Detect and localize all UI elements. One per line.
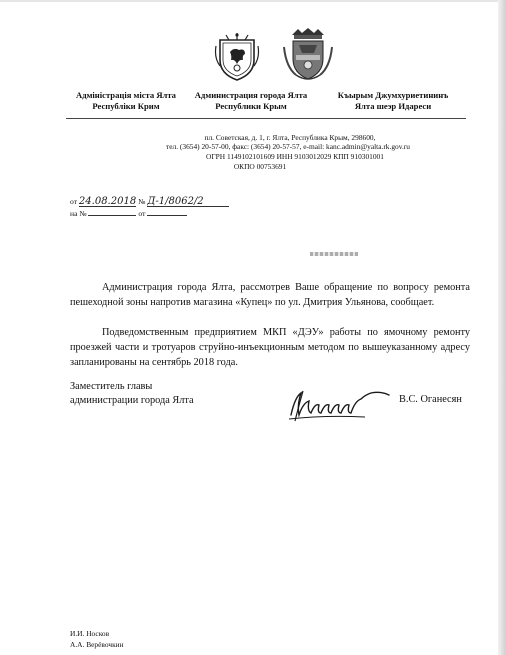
- registration-date: 24.08.2018: [78, 196, 137, 207]
- signatory-title-line1: Заместитель главы: [70, 381, 153, 392]
- registration-incoming-date-blank: [147, 215, 187, 216]
- body-paragraph-1: Администрация города Ялта, рассмотрев Ваше обращение по вопросу ремонта пешеходной зоны напротив магазина «Купец» по ул. Дмитрия Ульянова, сообщает.: [70, 282, 470, 308]
- contact-phone-email: тел. (3654) 20-57-00, факс: (3654) 20-57-57, e-mail: kanc.admin@yalta.rk.gov.ru: [166, 142, 410, 151]
- registration-number: Д-1/8062/2: [147, 197, 229, 207]
- registration-from-label: от: [70, 197, 78, 206]
- executor-2: А.А. Верёвочкин: [70, 640, 124, 649]
- registration-incoming-number-blank: [88, 215, 136, 216]
- header-org-ukrainian-line2: Республіки Крим: [92, 101, 160, 111]
- header-org-russian: [187, 90, 315, 112]
- registration-on-from-label: от: [138, 209, 146, 218]
- header-org-russian-line1: Администрация города Ялта: [194, 90, 308, 100]
- registration-on-number-label: на №: [70, 209, 87, 218]
- contact-okpo: ОКПО 00753691: [233, 162, 287, 171]
- executors-block: [70, 628, 170, 650]
- contact-address: пл. Советская, д. 1, г. Ялта, Республика Крым, 298600,: [204, 133, 376, 142]
- executor-1: И.И. Носков: [70, 629, 110, 638]
- yalta-coat-of-arms-emblem: [282, 27, 334, 83]
- registration-incoming: [70, 209, 270, 218]
- header-org-ukrainian: [70, 90, 182, 112]
- scan-smudge: [310, 252, 358, 256]
- handwritten-signature: [285, 385, 395, 425]
- contact-registration-codes: ОГРН 1149102101609 ИНН 9103012029 КПП 910301001: [206, 152, 384, 161]
- header-org-crimean-tatar: [326, 90, 460, 112]
- signatory-title-line2: администрации города Ялта: [70, 395, 194, 406]
- signatory-name: В.С. Оганесян: [399, 394, 462, 405]
- scan-top-edge: [0, 0, 506, 2]
- header-org-crimean-tatar-line1: Къырым Джумхуриетининъ: [337, 90, 449, 100]
- registration-number-label: №: [138, 197, 146, 206]
- header-divider: [66, 118, 466, 119]
- crimea-coat-of-arms-emblem: [214, 32, 260, 82]
- registration-outgoing: [70, 197, 300, 207]
- scan-right-edge: [498, 0, 506, 655]
- body-paragraph-2: Подведомственным предприятием МКП «ДЭУ» работы по ямочному ремонту проезжей части и тротуаров струйно-инъекционным методом по вышеуказанному адресу запланированы на сентябрь 2018 года.: [70, 327, 470, 368]
- header-org-crimean-tatar-line2: Ялта шеэр Идареси: [354, 101, 432, 111]
- header-org-russian-line2: Республики Крым: [215, 101, 287, 111]
- signatory-title: [70, 380, 270, 408]
- header-org-ukrainian-line1: Адміністрація міста Ялта: [76, 90, 176, 100]
